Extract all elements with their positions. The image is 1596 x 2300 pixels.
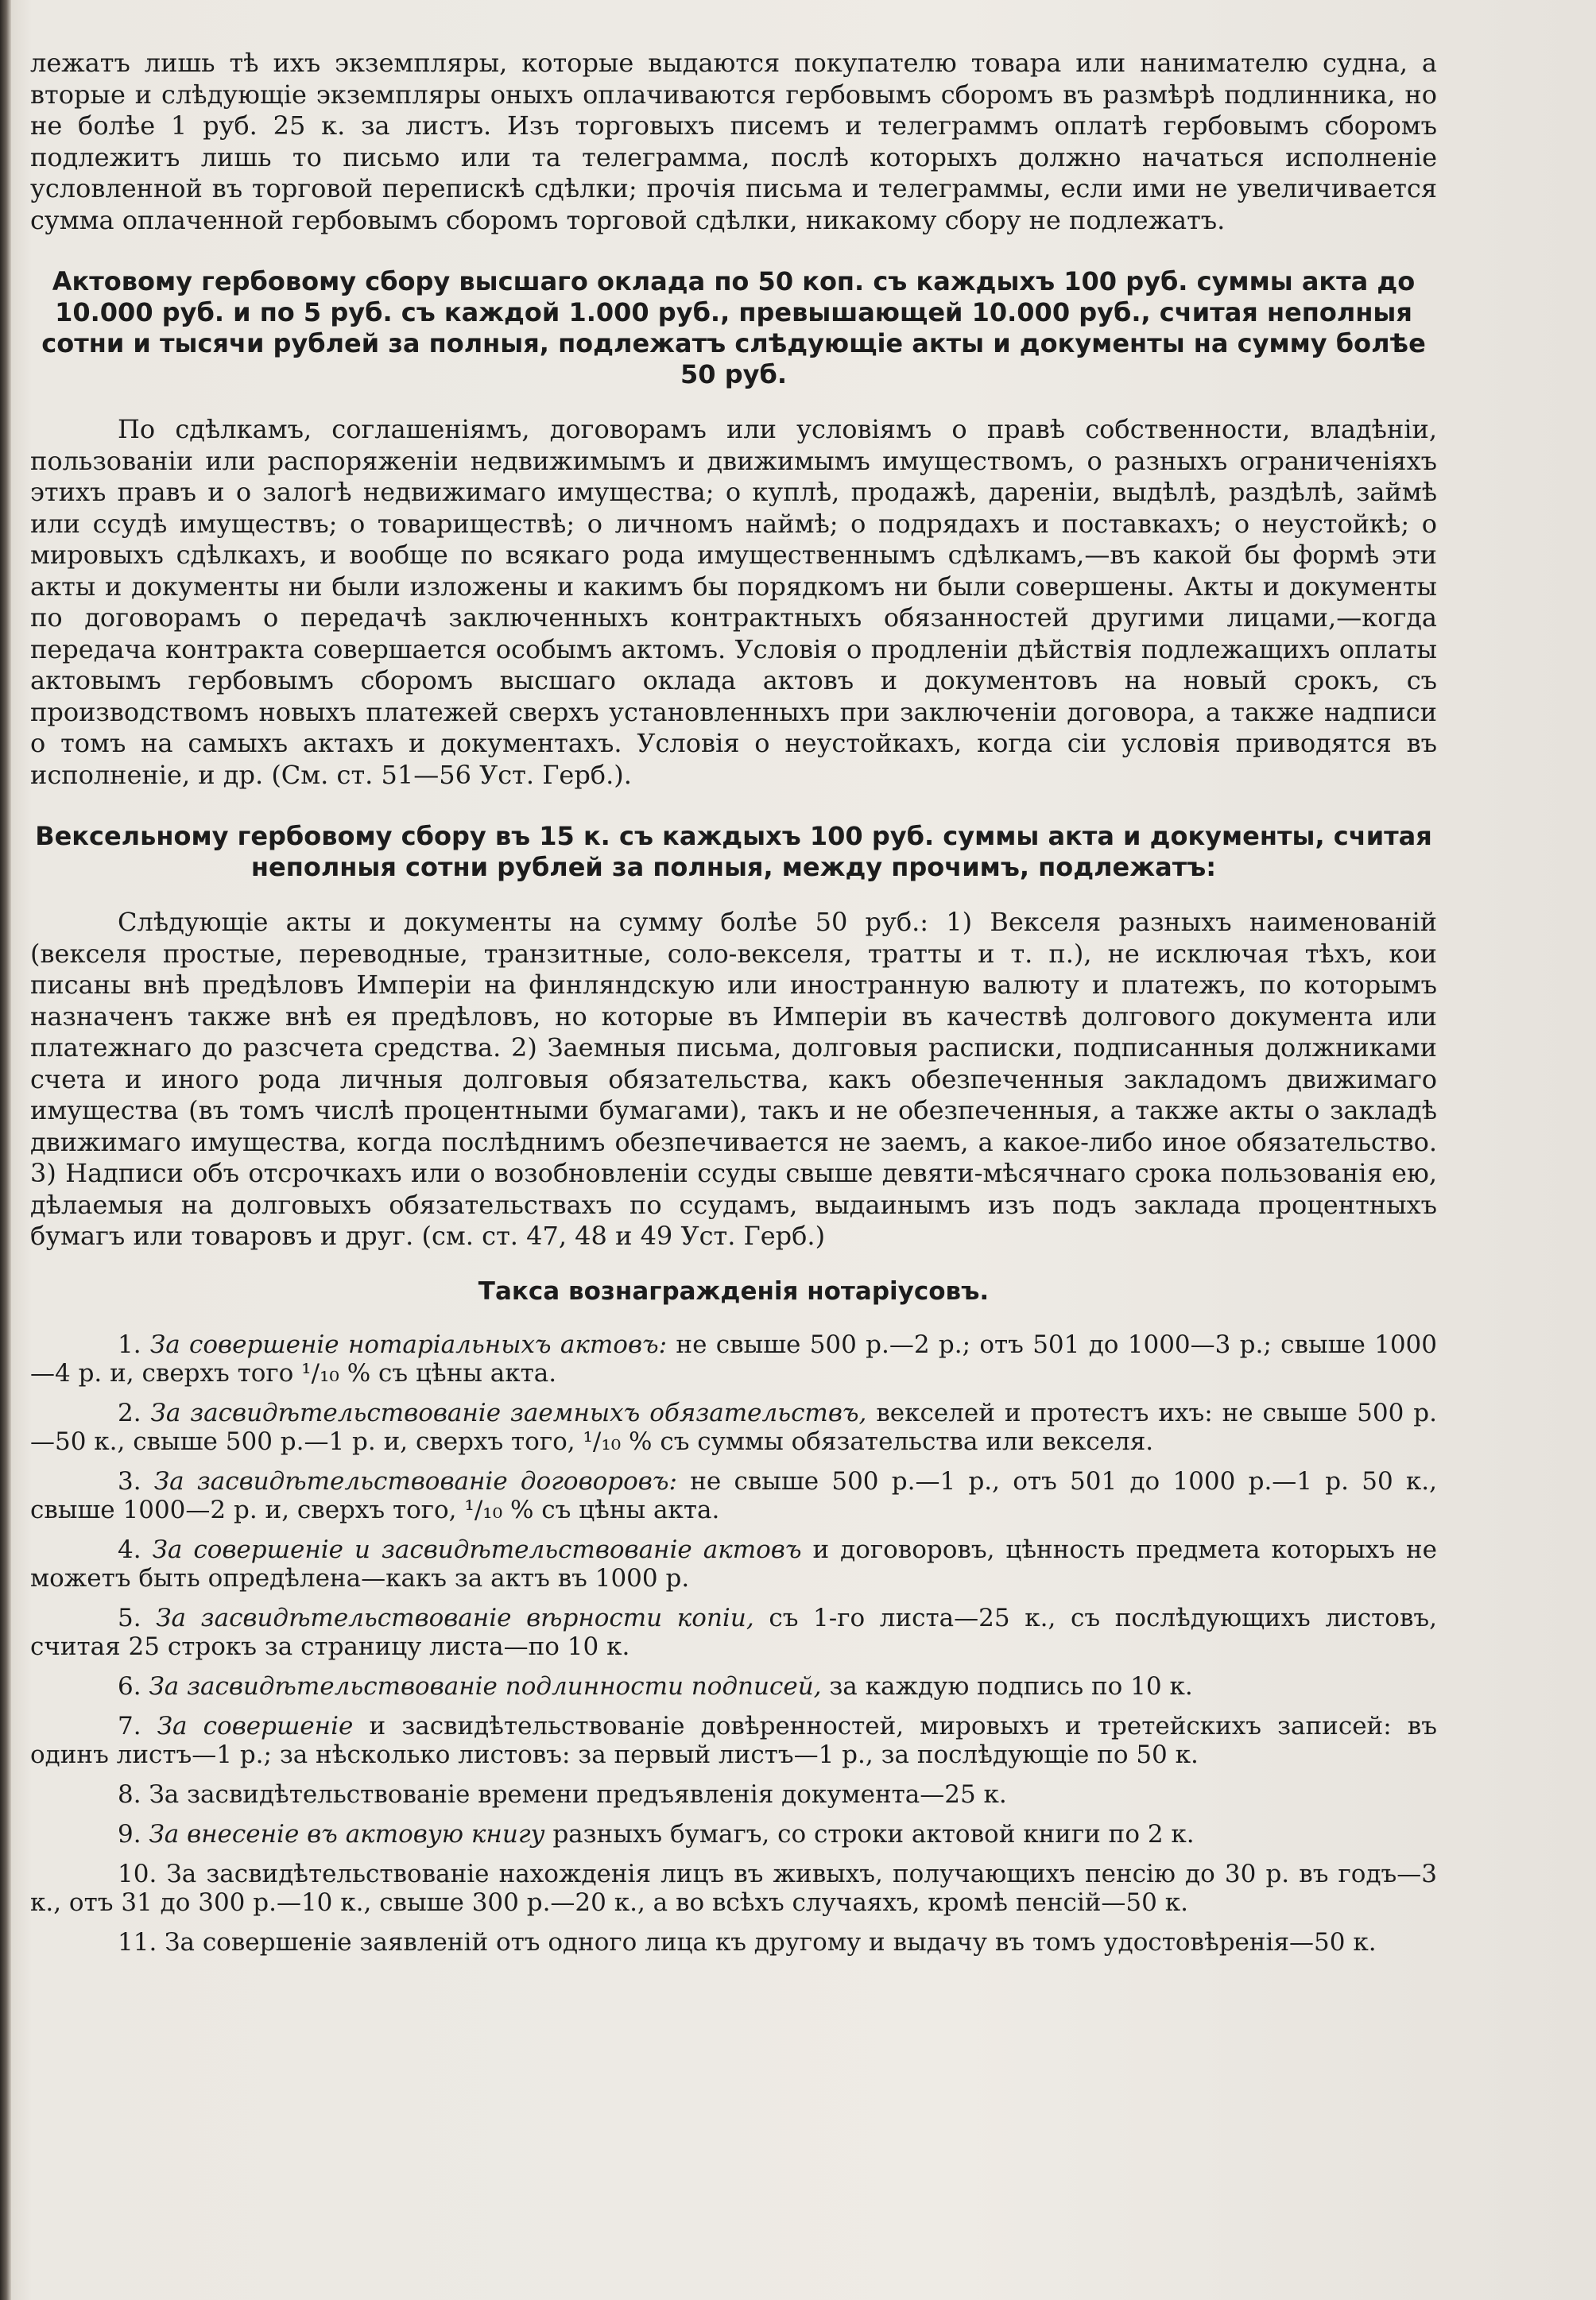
item-text: За совершеніе заявленій отъ одного лица къ другому и выдачу въ томъ удостовѣренія—50 к. bbox=[165, 1927, 1377, 1957]
taksa-item bbox=[30, 1604, 1437, 1661]
item-title: За засвидѣтельствованіе договоровъ: bbox=[153, 1466, 677, 1496]
taksa-item bbox=[30, 1780, 1437, 1809]
item-title: За совершеніе и засвидѣтельствованіе актовъ bbox=[152, 1535, 802, 1564]
item-text: разныхъ бумагъ, со строки актовой книги по 2 к. bbox=[552, 1819, 1195, 1849]
item-number: 5. bbox=[118, 1603, 141, 1632]
taksa-list bbox=[30, 1330, 1437, 1957]
taksa-item bbox=[30, 1467, 1437, 1524]
section-heading-actovy-sbor: Актовому гербовому сбору высшаго оклада по 50 коп. съ каждыхъ 100 руб. суммы акта до 10.000 руб. и по 5 руб. съ каждой 1.000 руб., превышающей 10.000 руб., считая неполныя сотни и тысячи рублей за полныя, подлежатъ слѣдующіе акты и документы на сумму болѣе 50 руб. bbox=[41, 266, 1426, 389]
item-text: и договоровъ, цѣнность предмета которыхъ не можетъ быть опредѣлена—какъ за актъ въ 1000 р. bbox=[30, 1535, 1438, 1593]
item-number: 11. bbox=[118, 1927, 157, 1957]
item-title: За внесеніе въ актовую книгу bbox=[149, 1819, 545, 1849]
item-number: 7. bbox=[118, 1711, 141, 1740]
binding-edge bbox=[0, 0, 11, 2300]
item-text: За засвидѣтельствованіе времени предъявленія документа—25 к. bbox=[149, 1779, 1007, 1809]
section-body-actovy-sbor: По сдѣлкамъ, соглашеніямъ, договорамъ или условіямъ о правѣ собственности, владѣніи, пользованіи или распоряженіи недвижимымъ и движимымъ имуществомъ, о разныхъ ограниченіяхъ этихъ правъ и о залогѣ недвижимаго имущества; о куплѣ, продажѣ, дареніи, выдѣлѣ, раздѣлѣ, займѣ или ссудѣ имуществъ; о товариществѣ; о личномъ наймѣ; о подрядахъ и поставкахъ; о неустойкѣ; о мировыхъ сдѣлкахъ, и вообще по всякаго рода имущественнымъ сдѣлкамъ,—въ какой бы формѣ эти акты и документы ни были изложены и какимъ бы порядкомъ ни были совершены. Акты и документы по договорамъ о передачѣ заключенныхъ контрактныхъ обязанностей другими лицами,—когда передача контракта совершается особымъ актомъ. Условія о продленіи дѣйствія подлежащихъ оплаты актовымъ гербовымъ сборомъ высшаго оклада актовъ и документовъ на новый срокъ, съ производствомъ новыхъ платежей сверхъ установленныхъ при заключеніи договора, а также надписи о томъ на самыхъ актахъ и документахъ. Условія о неустойкахъ, когда сіи условія приводятся въ исполненіе, и др. (См. ст. 51—56 Уст. Герб.). bbox=[30, 414, 1437, 790]
taksa-item bbox=[30, 1672, 1437, 1701]
item-number: 2. bbox=[118, 1398, 141, 1427]
item-number: 1. bbox=[118, 1330, 141, 1359]
item-text: за каждую подпись по 10 к. bbox=[829, 1671, 1193, 1701]
taksa-item bbox=[30, 1330, 1437, 1388]
item-number: 8. bbox=[118, 1779, 141, 1809]
item-number: 3. bbox=[118, 1466, 141, 1496]
item-text: и засвидѣтельствованіе довѣренностей, мировыхъ и третейскихъ записей: въ одинъ листъ—1 р.; за нѣсколько листовъ: за первый листъ—1 р., за послѣдующіе по 50 к. bbox=[30, 1711, 1437, 1769]
item-text: За засвидѣтельствованіе нахожденія лицъ въ живыхъ, получающихъ пенсію до 30 р. въ годъ—3 к., отъ 31 до 300 р.—10 к., свыше 300 р.—20 к., а во всѣхъ случаяхъ, кромѣ пенсій—50 к. bbox=[30, 1859, 1437, 1917]
item-title: За совершеніе нотаріальныхъ актовъ: bbox=[149, 1330, 668, 1359]
section-heading-taksa: Такса вознагражденія нотаріусовъ. bbox=[478, 1276, 990, 1306]
item-number: 6. bbox=[118, 1671, 141, 1701]
section-heading-veksel-sbor: Вексельному гербовому сбору въ 15 к. съ каждыхъ 100 руб. суммы акта и документы, считая неполныя сотни рублей за полныя, между прочимъ, подлежатъ: bbox=[35, 821, 1432, 882]
intro-paragraph: лежатъ лишь тѣ ихъ экземпляры, которые выдаются покупателю товара или нанимателю судна, а вторые и слѣдующіе экземпляры оныхъ оплачиваются гербовымъ сборомъ въ размѣрѣ подлинника, но не болѣе 1 руб. 25 к. за листъ. Изъ торговыхъ писемъ и телеграммъ оплатѣ гербовымъ сборомъ подлежитъ лишь то письмо или та телеграмма, послѣ которыхъ должно начаться исполненіе условленной въ торговой перепискѣ сдѣлки; прочія письма и телеграммы, если ими не увеличивается сумма оплаченной гербовымъ сборомъ торговой сдѣлки, никакому сбору не подлежатъ. bbox=[30, 48, 1437, 235]
taksa-item bbox=[30, 1535, 1437, 1593]
item-number: 10. bbox=[118, 1859, 157, 1888]
item-title: За совершеніе bbox=[157, 1711, 354, 1740]
item-text: съ 1-го листа—25 к., съ послѣдующихъ листовъ, считая 25 строкъ за страницу листа—по 10 к. bbox=[30, 1603, 1437, 1661]
page-content bbox=[30, 48, 1437, 1957]
item-number: 9. bbox=[118, 1819, 141, 1849]
taksa-item bbox=[30, 1399, 1437, 1456]
item-title: За засвидѣтельствованіе вѣрности копіи, bbox=[156, 1603, 754, 1632]
item-title: За засвидѣтельствованіе заемныхъ обязательствъ, bbox=[150, 1398, 867, 1427]
item-text: векселей и протестъ ихъ: не свыше 500 р.—50 к., свыше 500 р.—1 р. и, сверхъ того, ¹/₁₀ % съ суммы обязательства или векселя. bbox=[30, 1398, 1437, 1456]
item-text: не свыше 500 р.—1 р., отъ 501 до 1000 р.—1 р. 50 к., свыше 1000—2 р. и, сверхъ того, ¹/₁₀ % съ цѣны акта. bbox=[30, 1466, 1438, 1524]
taksa-item bbox=[30, 1712, 1437, 1769]
item-text: не свыше 500 р.—2 р.; отъ 501 до 1000—3 р.; свыше 1000—4 р. и, сверхъ того ¹/₁₀ % съ цѣны акта. bbox=[30, 1330, 1437, 1388]
item-title: За засвидѣтельствованіе подлинности подписей, bbox=[149, 1671, 822, 1701]
taksa-item bbox=[30, 1820, 1437, 1849]
item-number: 4. bbox=[118, 1535, 141, 1564]
taksa-item bbox=[30, 1928, 1437, 1957]
taksa-item bbox=[30, 1860, 1437, 1917]
section-body-veksel-sbor: Слѣдующіе акты и документы на сумму болѣе 50 руб.: 1) Векселя разныхъ наименованій (векселя простые, переводные, транзитные, соло-векселя, тратты и т. п.), не исключая тѣхъ, кои писаны внѣ предѣловъ Имперіи на финляндскую или иностранную валюту и платежъ, по которымъ назначенъ также внѣ ея предѣловъ, но которые въ Имперіи въ качествѣ долгового документа или платежнаго до разсчета средства. 2) Заемныя письма, долговыя расписки, подписанныя должниками счета и иного рода личныя долговыя обязательства, какъ обезпеченныя закладомъ движимаго имущества (въ томъ числѣ процентными бумагами), такъ и не обезпеченныя, а также акты о закладѣ движимаго имущества, когда послѣднимъ обезпечивается не заемъ, а какое-либо иное обязательство. 3) Надписи объ отсрочкахъ или о возобновленіи ссуды свыше девяти-мѣсячнаго срока пользованія ею, дѣлаемыя на долговыхъ обязательствахъ по ссудамъ, выдаинымъ изъ подъ заклада процентныхъ бумагъ или товаровъ и друг. (см. ст. 47, 48 и 49 Уст. Герб.) bbox=[30, 907, 1437, 1251]
